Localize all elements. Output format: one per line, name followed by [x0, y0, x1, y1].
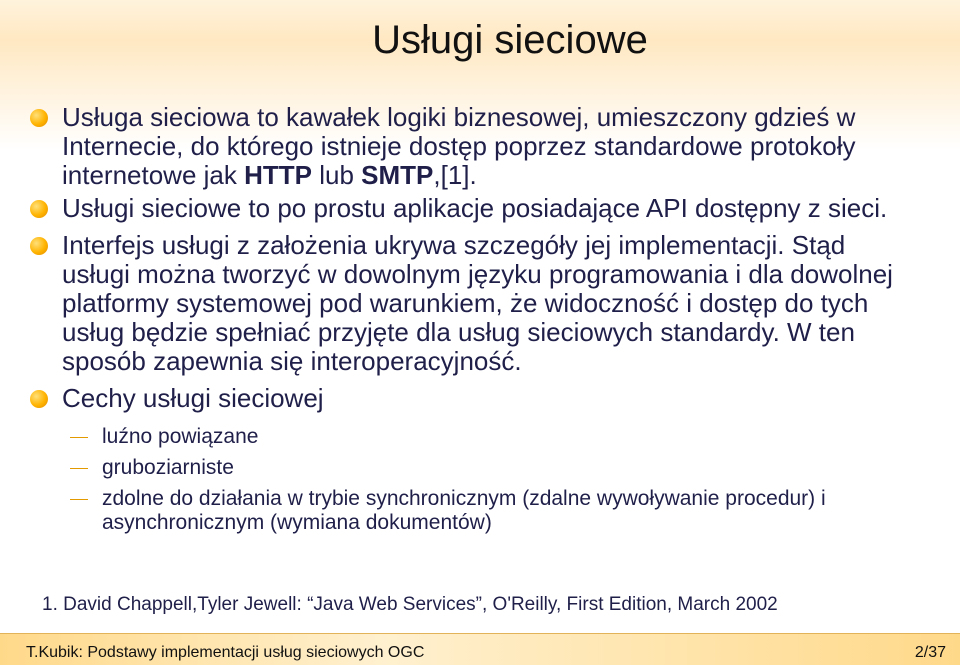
bullet-api	[30, 194, 920, 223]
bullet-text: Cechy usługi sieciowej	[62, 383, 324, 413]
sub-item	[30, 487, 920, 535]
sub-item	[30, 425, 920, 449]
sub-item	[30, 456, 920, 480]
smtp-term: SMTP	[361, 160, 434, 190]
page-number: 2/37	[914, 644, 946, 661]
slide-footer	[0, 633, 960, 665]
sub-item-text: luźno powiązane	[102, 425, 259, 448]
footer-author: T.Kubik: Podstawy implementacji usług sieciowych OGC	[26, 644, 425, 661]
http-term: HTTP	[244, 160, 312, 190]
bullet-dot-icon	[30, 390, 48, 408]
sub-item-text: zdolne do działania w trybie synchronicznym (zdalne wywoływanie procedur) i asynchronicznym (wymiana dokumentów)	[102, 487, 826, 534]
dash-icon	[70, 499, 88, 500]
slide-title: Usługi sieciowe	[372, 18, 648, 62]
slide-content	[30, 103, 920, 542]
dash-icon	[70, 437, 88, 438]
bullet-text: Usługa sieciowa to kawałek logiki biznesowej, umieszczony gdzieś w Internecie, do którego istnieje dostęp poprzez standardowe protokoły internetowe jak	[62, 102, 856, 190]
bullet-definition	[30, 103, 920, 190]
footnote: 1. David Chappell,Tyler Jewell: “Java Web Services”, O'Reilly, First Edition, March 2002	[42, 594, 778, 615]
bullet-features	[30, 384, 920, 413]
bullet-text: Usługi sieciowe to po prostu aplikacje posiadające API dostępny z sieci.	[62, 193, 888, 223]
bullet-dot-icon	[30, 237, 48, 255]
bullet-text-mid: lub	[312, 160, 362, 190]
bullet-dot-icon	[30, 109, 48, 127]
bullet-dot-icon	[30, 200, 48, 218]
sub-item-text: gruboziarniste	[102, 456, 234, 479]
dash-icon	[70, 468, 88, 469]
bullet-text-post: ,[1].	[433, 160, 477, 190]
bullet-text: Interfejs usługi z założenia ukrywa szczegóły jej implementacji. Stąd usługi można tworzyć w dowolnym języku programowania i dla dowolnej platformy systemowej pod warunkiem, że widoczność i dostęp do tych usług będzie spełniać przyjęte dla usług sieciowych standardy. W ten sposób zapewnia się interoperacyjność.	[62, 230, 893, 376]
bullet-interface	[30, 231, 920, 376]
